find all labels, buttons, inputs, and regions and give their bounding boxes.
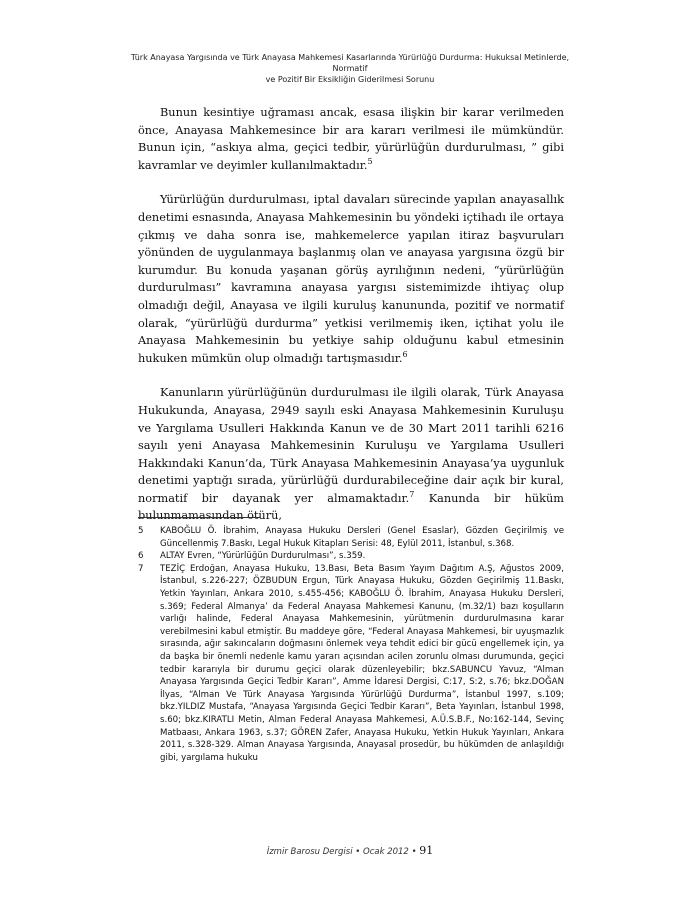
- footer-separator: •: [411, 847, 417, 857]
- footnote-5: [138, 525, 564, 550]
- paragraph-3-text: Kanunların yürürlüğünün durdurulması ile ilgili olarak, Türk Anayasa Hukukunda, Anayasa, 2949 sayılı eski Anayasa Mahkemesinin Kuruluşu ve Yargılama Usulleri Hakkında Kanun ve de 30 Mart 2011 tarihli 6216 sayılı yeni Anayasa Mahkemesinin Kuruluşu ve Yargılama Usulleri Hakkındaki Kanun’da, Türk Anayasa Mahkemesinin Anayasa’ya uygunluk denetimi yaptığı sırada, yürürlüğü durdurabileceğine dair açık bir kural, normatif bir dayanak yer almamaktadır.: [138, 386, 564, 505]
- running-header-line-2: ve Pozitif Bir Eksikliğin Giderilmesi Sorunu: [265, 75, 435, 84]
- footnote-separator: [138, 517, 260, 518]
- footnotes: [138, 525, 564, 764]
- footnote-7: [138, 563, 564, 765]
- paragraph-3-continuation: Kanunda bir hüküm bulunmamasından ötürü,: [138, 491, 565, 523]
- paragraph-2-text: Yürürlüğün durdurulması, iptal davaları sürecinde yapılan anayasallık denetimi esnasında, Anayasa Mahkemesinin bu yöndeki içtihadı ile ortaya çıkmış ve daha sonra ise, mahkemelerce yapılan itiraz başvuruları yönünden de uygulanmaya başlanmış olan ve anayasa yargısına özgü bir kurumdur. Bu konuda yaşanan görüş ayrılığının nedeni, “yürürlüğün durdurulması” kavramına anayasa yargısı sistemimizde ihtiyaç olup olmadığı değil, Anayasa ve ilgili kuruluş kanununda, pozitif ve normatif olarak, “yürürlüğü durdurma” yetkisi verilmemiş iken, içtihat yolu ile Anayasa Mahkemesinin bu yetkiye sahip olduğunu kabul etmesinin hukuken mümkün olup olmadığı tartışmasıdır.: [138, 193, 564, 365]
- journal-name: İzmir Barosu Dergisi: [266, 847, 353, 857]
- footnote-number: 5: [138, 526, 144, 536]
- footer-separator: •: [355, 847, 361, 857]
- footnote-number: 7: [138, 563, 144, 574]
- paragraph-3: [138, 384, 564, 525]
- footnote-text: TEZİÇ Erdoğan, Anayasa Hukuku, 13.Bası, Beta Basım Yayım Dağıtım A.Ş, Ağustos 2009, İstanbul, s.226-227; ÖZBUDUN Ergun, Türk Anayasa Hukuku, Gözden Geçirilmiş 11.Baskı, Yetkin Yayınları, Ankara 2010, s.455-456; KABOĞLU Ö. İbrahim, Anayasa Hukuku Dersleri, s.369; Federal Almanya’ da Federal Anayasa Mahkemesi Kanunu, (m.32/1) bazı koşulların varlığı halinde, Federal Anayasa Mahkemesinin, yürütmenin durdurulmasına karar verebilmesini kabul etmiştir. Bu maddeye göre, “Federal Anayasa Mahkemesi, bir uyuşmazlık sırasında, ağır sakıncaların doğmasını önlemek veya tehdit edici bir gücü engellemek için, ya da başka bir önemli nedenle kamu yararı açısından acilen zorunlu olması durumunda, geçici tedbir kararıyla bir durumu geçici olarak düzenleyebilir; bkz.SABUNCU Yavuz, “Alman Anayasa Yargısında Geçici Tedbir Kararı”, Amme İdaresi Dergisi, C:17, S:2, s.76; bkz.DOĞAN İlyas, “Alman Ve Türk Anayasa Yargısında Yürürlüğü Durdurma”, İstanbul 1997, s.109; bkz.YILDIZ Mustafa, “Anayasa Yargısında Geçici Tedbir Kararı”, Beta Yayınları, İstanbul 1998, s.60; bkz.KIRATLI Metin, Alman Federal Anayasa Mahkemesi, A.Ü.S.B.F., No:162-144, Sevinç Matbaası, Ankara 1963, s.37; GÖREN Zafer, Anayasa Hukuku, Yetkin Hukuk Yayınları, Ankara 2011, s.328-329. Alman Anayasa Yargısında, Anayasal prosedür, bu hükümden de anlaşıldığı gibi, yargılama hukuku: [160, 563, 564, 763]
- paragraph-1: [138, 104, 564, 174]
- footnote-number: 6: [138, 551, 144, 562]
- issue-date: Ocak 2012: [363, 847, 409, 857]
- running-footer: [0, 844, 700, 857]
- footnote-reference-6[interactable]: 6: [402, 349, 408, 359]
- footnote-6: [138, 550, 564, 563]
- running-header: [120, 52, 580, 85]
- footnote-reference-5[interactable]: 5: [367, 157, 373, 167]
- paragraph-1-text: Bunun kesintiye uğraması ancak, esasa ilişkin bir karar verilmeden önce, Anayasa Mahkemesince bir ara kararı verilmesi ile mümkündür. Bunun için, “askıya alma, geçici tedbir, yürürlüğün durdurulması, ” gibi kavramlar ve deyimler kullanılmaktadır.: [138, 106, 564, 172]
- footnote-text: KABOĞLU Ö. İbrahim, Anayasa Hukuku Dersleri (Genel Esaslar), Gözden Geçirilmiş ve Güncellenmiş 7.Baskı, Legal Hukuk Kitapları Serisi: 48, Eylül 2011, İstanbul, s.368.: [160, 526, 564, 549]
- footnote-reference-7[interactable]: 7: [409, 490, 415, 500]
- body-text: [138, 104, 564, 525]
- footnote-text: ALTAY Evren, “Yürürlüğün Durdurulması”, s.359.: [160, 551, 366, 562]
- page-number: 91: [419, 844, 434, 857]
- paragraph-2: [138, 191, 564, 367]
- running-header-line-1: Türk Anayasa Yargısında ve Türk Anayasa Mahkemesi Kasarlarında Yürürlüğü Durdurma: Hukuksal Metinlerde, Normatif: [130, 53, 570, 73]
